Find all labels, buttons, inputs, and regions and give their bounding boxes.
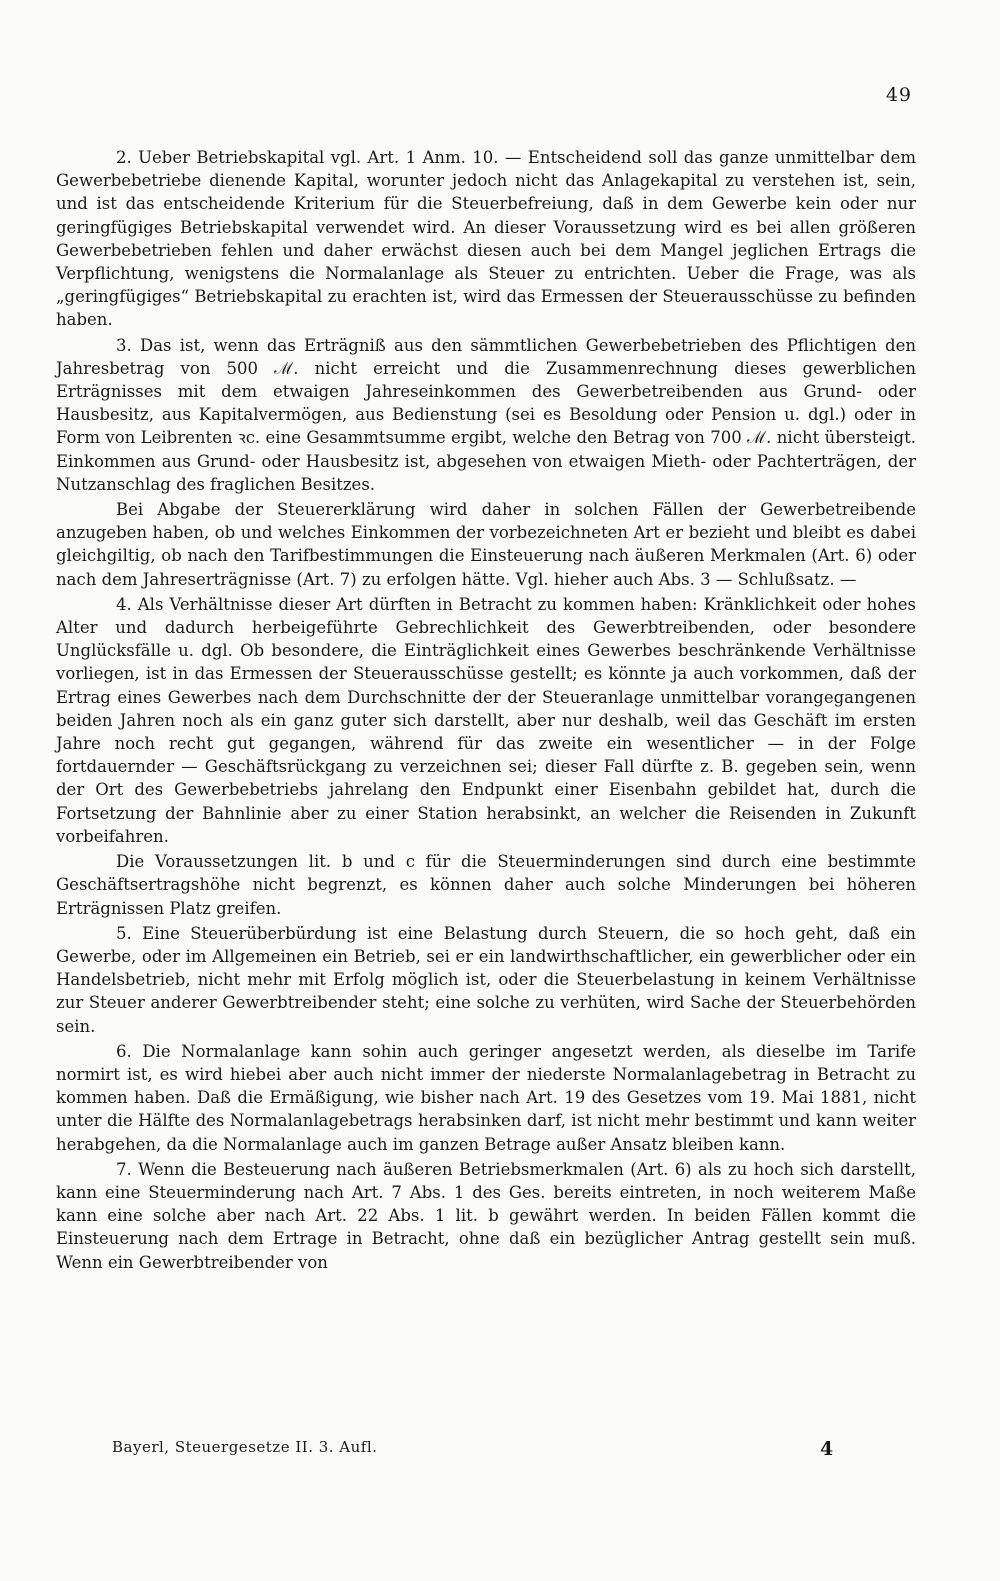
footer-book-reference: Bayerl, Steuergesetze II. 3. Aufl. xyxy=(112,1438,378,1456)
body-text xyxy=(56,146,916,1274)
paragraph-2-betriebskapital: 2. Ueber Betriebskapital vgl. Art. 1 Anm. 10. — Entscheidend soll das ganze unmittelbar dem Gewerbebetriebe dienende Kapital, worunter jedoch nicht das Anlagekapital zu verstehen ist, sein, und ist das entscheidende Kriterium für die Steuerbefreiung, daß in dem Gewerbe kein oder nur geringfügiges Betriebskapital verwendet wird. An dieser Voraussetzung wird es bei allen größeren Gewerbebetrieben fehlen und daher erwächst diesen auch bei dem Mangel jeglichen Ertrags die Verpflichtung, wenigstens die Normalanlage als Steuer zu entrichten. Ueber die Frage, was als „geringfügiges“ Betriebskapital zu erachten ist, wird das Ermessen der Steuerausschüsse zu befinden haben. xyxy=(56,148,916,330)
page-number: 49 xyxy=(885,84,912,106)
paragraph-7-besteuerung: 7. Wenn die Besteuerung nach äußeren Betriebsmerkmalen (Art. 6) als zu hoch sich darstellt, kann eine Steuerminderung nach Art. 7 Abs. 1 des Ges. bereits eintreten, in noch weiterem Maße kann eine solche aber nach Art. 22 Abs. 1 lit. b gewährt werden. In beiden Fällen kommt die Einsteuerung nach dem Ertrage in Betracht, ohne daß ein bezüglicher Antrag gestellt sein muß. Wenn ein Gewerbtreibender von xyxy=(56,1159,916,1272)
paragraph-voraussetzungen: Die Voraussetzungen lit. b und c für die Steuerminderungen sind durch eine bestimmte Geschäftsertragshöhe nicht begrenzt, es können daher auch solche Minderungen bei höheren Erträgnissen Platz greifen. xyxy=(56,852,916,918)
paragraph-4-verhaeltnisse: 4. Als Verhältnisse dieser Art dürften in Betracht zu kommen haben: Kränklichkeit oder hohes Alter und dadurch herbeigeführte Gebrechlichkeit des Gewerbtreibenden, oder besondere Unglücksfälle u. dgl. Ob besondere, die Einträglichkeit eines Gewerbes beschränkende Verhältnisse vorliegen, ist in das Ermessen der Steuerausschüsse gestellt; es könnte ja auch vorkommen, daß der Ertrag eines Gewerbes nach dem Durchschnitte der der Steueranlage unmittelbar vorangegangenen beiden Jahren noch als ein ganz guter sich darstellt, aber nur deshalb, weil das Geschäft im ersten Jahre noch recht gut gegangen, während für das zweite ein wesentlicher — in der Folge fortdauernder — Geschäftsrückgang zu verzeichnen sei; dieser Fall dürfte z. B. gegeben sein, wenn der Ort des Gewerbebetriebs jahrelang den Endpunkt einer Eisenbahn gebildet hat, durch die Fortsetzung der Bahnlinie aber zu einer Station herabsinkt, an welcher die Reisenden in Zukunft vorbeifahren. xyxy=(56,594,916,846)
paragraph-steuererklaerung: Bei Abgabe der Steuererklärung wird daher in solchen Fällen der Gewerbetreibende anzugeben haben, ob und welches Einkommen der vorbezeichneten Art er bezieht und bleibt es dabei gleichgiltig, ob nach den Tarifbestimmungen die Einsteuerung nach äußeren Merkmalen (Art. 6) oder nach dem Jahreserträgnisse (Art. 7) zu erfolgen hätte. Vgl. hieher auch Abs. 3 — Schlußsatz. — xyxy=(56,500,916,589)
paragraph-3-ertraegniss: 3. Das ist, wenn das Erträgniß aus den sämmtlichen Gewerbebetrieben des Pflichtigen den Jahresbetrag von 500 ℳ. nicht erreicht und die Zusammenrechnung dieses gewerblichen Erträgnisses mit dem etwaigen Jahreseinkommen des Gewerbetreibenden aus Grund- oder Hausbesitz, aus Kapitalvermögen, aus Bedienstung (sei es Besoldung oder Pension u. dgl.) oder in Form von Leibrenten ꝛc. eine Gesammtsumme ergibt, welche den Betrag von 700 ℳ. nicht übersteigt. Einkommen aus Grund- oder Hausbesitz ist, abgesehen von etwaigen Mieth- oder Pachterträgen, der Nutzanschlag des fraglichen Besitzes. xyxy=(56,335,916,494)
paragraph-5-steuerueberbuerdung: 5. Eine Steuerüberbürdung ist eine Belastung durch Steuern, die so hoch geht, daß ein Gewerbe, oder im Allgemeinen ein Betrieb, sei er ein landwirthschaftlicher, ein gewerblicher oder ein Handelsbetrieb, nicht mehr mit Erfolg möglich ist, oder die Steuerbelastung in keinem Verhältnisse zur Steuer anderer Gewerbtreibender steht; eine solche zu verhüten, wird Sache der Steuerbehörden sein. xyxy=(56,923,916,1036)
paragraph-6-normalanlage: 6. Die Normalanlage kann sohin auch geringer angesetzt werden, als dieselbe im Tarife normirt ist, es wird hiebei aber auch nicht immer der niederste Normalanlagebetrag in Betracht zu kommen haben. Daß die Ermäßigung, wie bisher nach Art. 19 des Gesetzes vom 19. Mai 1881, nicht unter die Hälfte des Normalanlagebetrags herabsinken darf, ist nicht mehr bestimmt und kann weiter herabgehen, da die Normalanlage auch im ganzen Betrage außer Ansatz bleiben kann. xyxy=(56,1041,916,1154)
footer-signature-mark: 4 xyxy=(820,1438,834,1460)
